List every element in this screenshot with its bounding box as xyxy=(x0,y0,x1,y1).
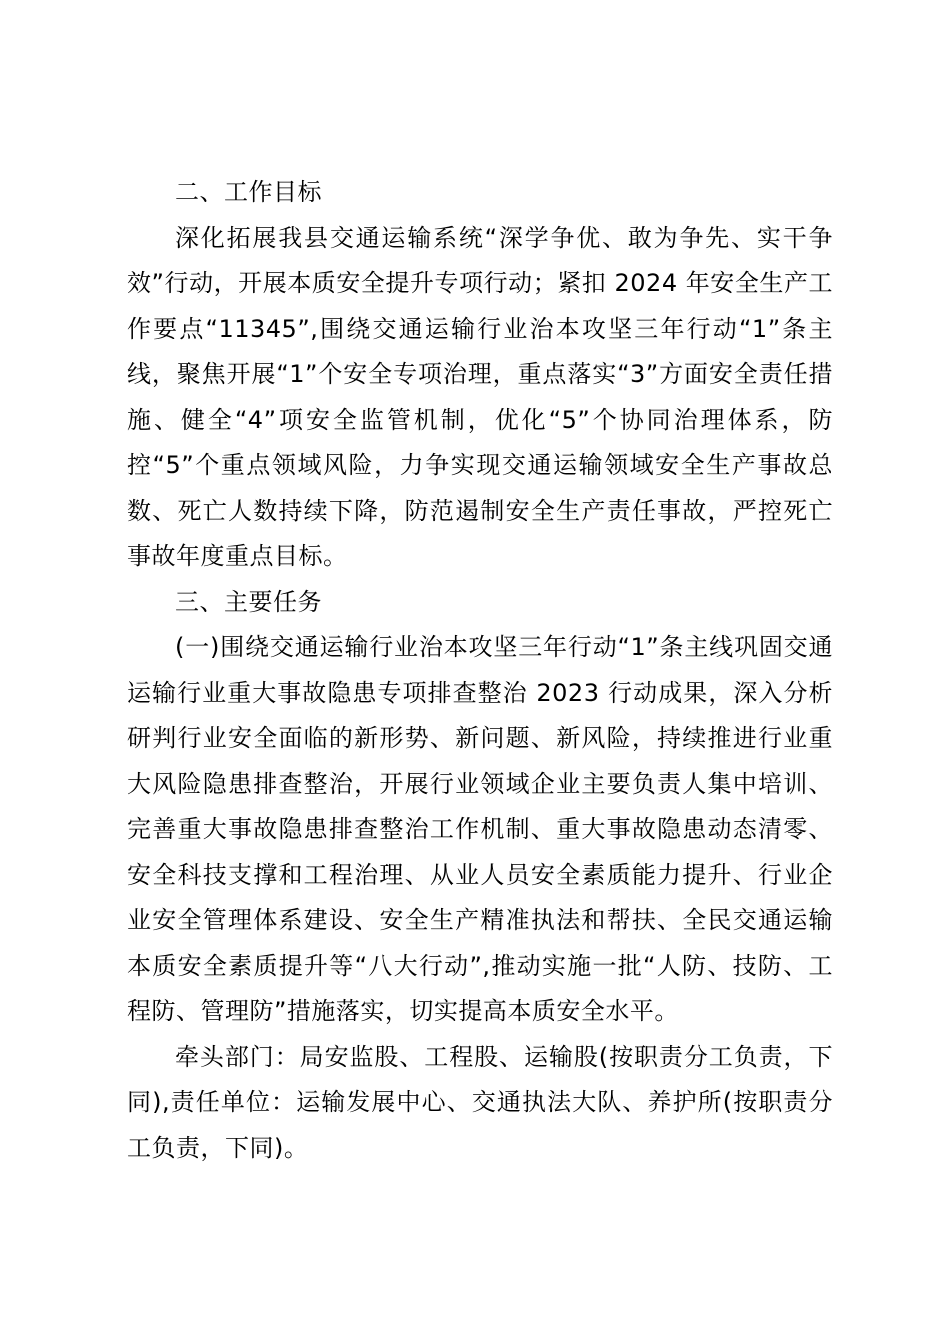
paragraph-task-one: (一)围绕交通运输行业治本攻坚三年行动“1”条主线巩固交通运输行业重大事故隐患专项排查整治 2023 行动成果，深入分析研判行业安全面临的新形势、新问题、新风险，持续推进行业重大风险隐患排查整治，开展行业领域企业主要负责人集中培训、完善重大事故隐患排查整治工作机制、重大事故隐患动态清零、安全科技支撑和工程治理、从业人员安全素质能力提升、行业企业安全管理体系建设、安全生产精准执法和帮扶、全民交通运输本质安全素质提升等“八大行动”,推动实施一批“人防、技防、工程防、管理防”措施落实，切实提高本质安全水平。 xyxy=(127,633,833,1025)
section-heading-main-tasks: 三、主要任务 xyxy=(175,587,322,616)
section-heading-work-goals: 二、工作目标 xyxy=(175,178,322,206)
paragraph-responsible-departments: 牵头部门：局安监股、工程股、运输股(按职责分工负责，下同),责任单位：运输发展中心、交通执法大队、养护所(按职责分工负责，下同)。 xyxy=(127,1042,833,1162)
paragraph-work-goals: 深化拓展我县交通运输系统“深学争优、敢为争先、实干争效”行动，开展本质安全提升专项行动；紧扣 2024 年安全生产工作要点“11345”,围绕交通运输行业治本攻坚三年行动“1”条主线，聚焦开展“1”个安全专项治理，重点落实“3”方面安全责任措施、健全“4”项安全监管机制，优化“5”个协同治理体系，防控“5”个重点领域风险，力争实现交通运输领域安全生产事故总数、死亡人数持续下降，防范遏制安全生产责任事故，严控死亡事故年度重点目标。 xyxy=(127,223,833,570)
document-body xyxy=(127,170,833,1171)
